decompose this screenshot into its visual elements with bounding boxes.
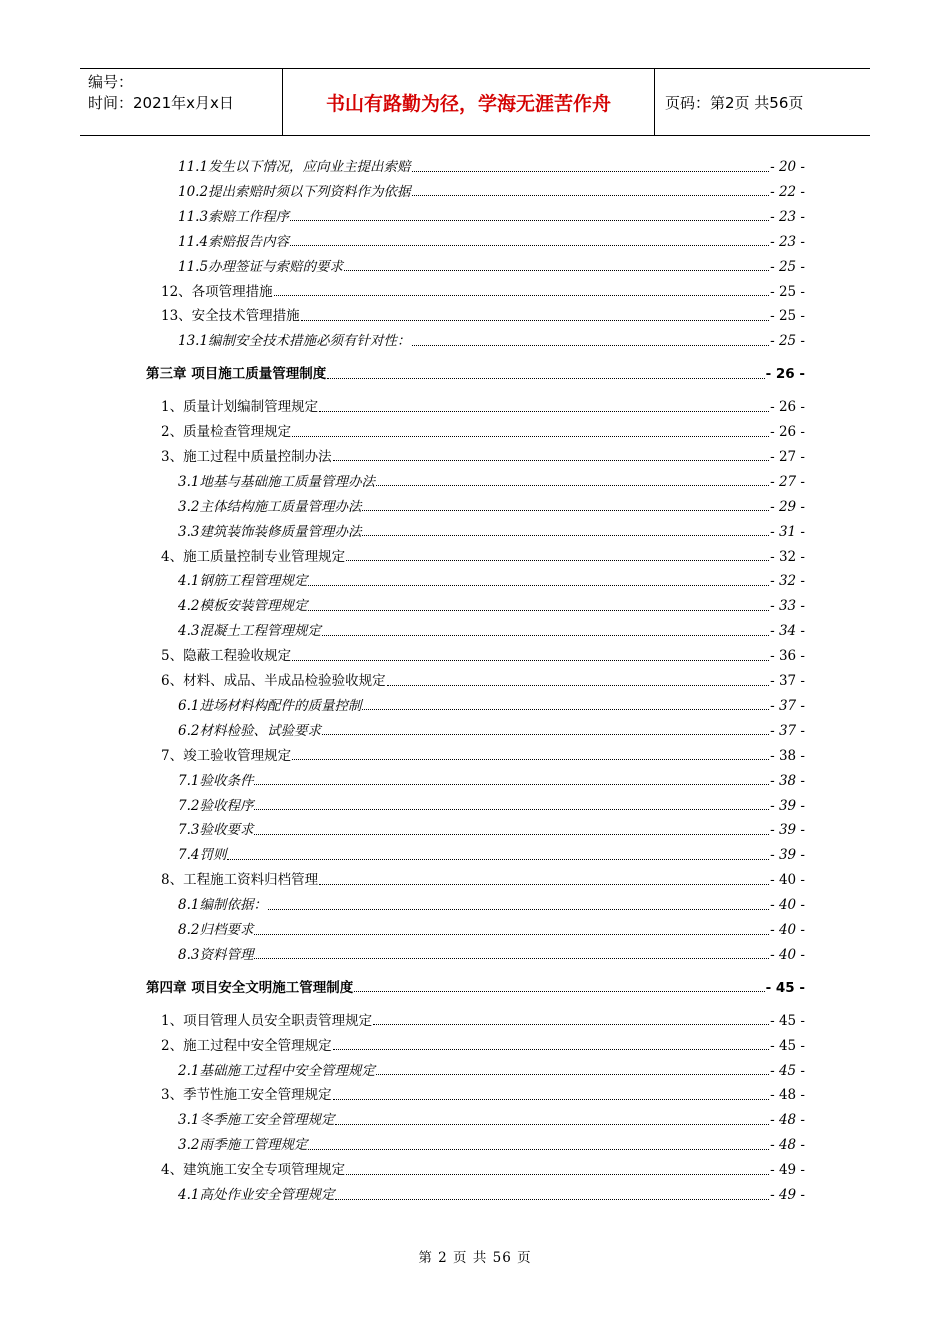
- toc-dot-leader: [290, 220, 769, 221]
- toc-dot-leader: [412, 171, 770, 172]
- toc-entry-page: - 32 -: [770, 573, 805, 590]
- toc-entry[interactable]: [178, 770, 805, 792]
- toc-entry-page: - 45 -: [770, 1062, 805, 1079]
- toc-entry-title: 2.1基础施工过程中安全管理规定: [178, 1062, 375, 1079]
- toc-entry[interactable]: [178, 894, 805, 916]
- toc-entry-page: - 23 -: [770, 233, 805, 250]
- toc-entry-page: - 20 -: [770, 159, 805, 175]
- toc-entry-title: 4.1钢筋工程管理规定: [178, 573, 308, 590]
- toc-entry-page: - 48 -: [770, 1087, 805, 1104]
- toc-entry[interactable]: [178, 1060, 805, 1082]
- document-time-label: 时间：2021年x月x日: [88, 94, 234, 112]
- toc-dot-leader: [346, 560, 769, 561]
- toc-entry-page: - 23 -: [770, 208, 805, 225]
- toc-dot-leader: [268, 909, 769, 910]
- toc-entry[interactable]: [178, 720, 805, 742]
- toc-entry[interactable]: [178, 256, 805, 278]
- toc-dot-leader: [333, 1099, 770, 1100]
- toc-entry[interactable]: [178, 819, 805, 841]
- toc-entry-page: - 49 -: [770, 1162, 805, 1179]
- toc-chapter-entry[interactable]: [146, 977, 805, 999]
- toc-dot-leader: [376, 485, 769, 486]
- toc-entry-title: 第四章 项目安全文明施工管理制度: [146, 979, 354, 996]
- toc-dot-leader: [308, 1149, 769, 1150]
- toc-dot-leader: [254, 958, 769, 959]
- toc-entry-page: - 37 -: [770, 722, 805, 739]
- toc-dot-leader: [376, 1074, 769, 1075]
- toc-entry-page: - 45 -: [770, 1037, 805, 1054]
- toc-entry-title: 6、材料、成品、半成品检验验收规定: [161, 673, 386, 689]
- toc-dot-leader: [254, 834, 769, 835]
- toc-dot-leader: [292, 759, 769, 760]
- toc-entry-page: - 26 -: [765, 366, 805, 383]
- toc-entry[interactable]: [178, 1184, 805, 1206]
- toc-dot-leader: [362, 535, 769, 536]
- toc-entry[interactable]: [178, 181, 805, 203]
- toc-entry-title: 6.1进场材料构配件的质量控制: [178, 697, 362, 714]
- page-header: [80, 68, 870, 136]
- toc-dot-leader: [227, 859, 769, 860]
- toc-entry[interactable]: [178, 919, 805, 941]
- toc-entry-title: 4.1高处作业安全管理规定: [178, 1187, 335, 1203]
- toc-entry-title: 11.5办理签证与索赔的要求: [178, 258, 344, 275]
- toc-entry-title: 8、工程施工资料归档管理: [161, 872, 319, 889]
- toc-entry-title: 7.2验收程序: [178, 797, 254, 814]
- toc-entry-page: - 39 -: [770, 822, 805, 839]
- toc-entry-title: 1、质量计划编制管理规定: [161, 399, 319, 416]
- toc-entry[interactable]: [178, 330, 805, 352]
- toc-entry-title: 8.3资料管理: [178, 946, 254, 963]
- toc-entry-title: 第三章 项目施工质量管理制度: [146, 366, 327, 383]
- toc-entry-title: 3.1地基与基础施工质量管理办法: [178, 473, 375, 490]
- toc-dot-leader: [290, 245, 769, 246]
- toc-entry[interactable]: [178, 570, 805, 592]
- toc-entry[interactable]: [161, 869, 805, 891]
- toc-entry[interactable]: [161, 1035, 805, 1057]
- toc-entry[interactable]: [178, 496, 805, 518]
- toc-dot-leader: [292, 660, 769, 661]
- header-meta: [80, 69, 283, 135]
- toc-entry-page: - 26 -: [770, 399, 805, 416]
- toc-entry-title: 13.1编制安全技术措施必须有针对性：: [178, 333, 411, 350]
- toc-entry-title: 4、建筑施工安全专项管理规定: [161, 1162, 346, 1179]
- header-page-label: 页码：第2页 共56页: [665, 93, 804, 112]
- toc-entry-title: 7.4罚则: [178, 847, 227, 864]
- toc-dot-leader: [308, 610, 769, 611]
- toc-dot-leader: [319, 411, 769, 412]
- toc-entry-page: - 22 -: [770, 183, 805, 200]
- toc-entry-page: - 40 -: [770, 922, 805, 938]
- toc-entry-title: 8.2归档要求: [178, 922, 254, 938]
- toc-entry-title: 13、安全技术管理措施: [161, 308, 300, 325]
- toc-entry-title: 6.2材料检验、试验要求: [178, 722, 321, 739]
- toc-entry[interactable]: [161, 1010, 805, 1032]
- toc-entry-title: 3.2主体结构施工质量管理办法: [178, 498, 362, 515]
- toc-entry-title: 7.3验收要求: [178, 822, 254, 839]
- toc-entry[interactable]: [161, 305, 805, 327]
- toc-entry-page: - 39 -: [770, 797, 805, 814]
- toc-entry-page: - 25 -: [770, 333, 805, 350]
- toc-entry[interactable]: [161, 421, 805, 443]
- toc-entry[interactable]: [178, 695, 805, 717]
- toc-entry-title: 2、施工过程中安全管理规定: [161, 1037, 332, 1054]
- toc-entry[interactable]: [161, 1084, 805, 1106]
- toc-dot-leader: [254, 784, 769, 785]
- toc-entry-title: 4、施工质量控制专业管理规定: [161, 548, 346, 565]
- toc-dot-leader: [362, 510, 769, 511]
- toc-entry[interactable]: [178, 795, 805, 817]
- header-motto: 书山有路勤为径，学海无涯苦作舟: [283, 69, 655, 135]
- toc-entry-page: - 45 -: [765, 979, 805, 996]
- toc-entry-page: - 37 -: [770, 673, 805, 689]
- toc-entry-page: - 36 -: [770, 648, 805, 665]
- toc-dot-leader: [333, 1049, 770, 1050]
- toc-entry[interactable]: [178, 156, 805, 178]
- toc-entry[interactable]: [178, 595, 805, 617]
- toc-dot-leader: [319, 884, 769, 885]
- toc-dot-leader: [333, 460, 770, 461]
- toc-entry[interactable]: [178, 231, 805, 253]
- document-number-label: 编号：: [88, 73, 134, 91]
- toc-entry-page: - 26 -: [770, 424, 805, 440]
- toc-dot-leader: [322, 734, 769, 735]
- toc-entry[interactable]: [178, 1134, 805, 1156]
- toc-entry-page: - 39 -: [770, 847, 805, 864]
- toc-entry[interactable]: [161, 745, 805, 767]
- toc-dot-leader: [308, 585, 769, 586]
- toc-entry-title: 3、季节性施工安全管理规定: [161, 1087, 332, 1104]
- toc-entry[interactable]: [178, 620, 805, 642]
- toc-dot-leader: [354, 991, 764, 992]
- toc-entry-title: 4.3混凝土工程管理规定: [178, 623, 321, 640]
- toc-entry[interactable]: [178, 1109, 805, 1131]
- toc-dot-leader: [346, 1174, 769, 1175]
- toc-entry[interactable]: [178, 844, 805, 866]
- toc-entry-title: 8.1编制依据：: [178, 897, 267, 914]
- toc-entry-title: 3.2雨季施工管理规定: [178, 1137, 308, 1154]
- toc-entry-page: - 40 -: [770, 897, 805, 914]
- toc-dot-leader: [292, 436, 769, 437]
- toc-entry-page: - 31 -: [770, 523, 805, 540]
- toc-entry[interactable]: [161, 396, 805, 418]
- toc-entry-page: - 37 -: [770, 697, 805, 714]
- toc-entry[interactable]: [161, 1159, 805, 1181]
- toc-dot-leader: [373, 1024, 769, 1025]
- toc-dot-leader: [254, 934, 769, 935]
- toc-entry-page: - 27 -: [770, 473, 805, 490]
- toc-entry[interactable]: [161, 446, 805, 468]
- toc-entry-title: 7.1验收条件: [178, 772, 254, 789]
- toc-entry[interactable]: [161, 645, 805, 667]
- toc-dot-leader: [322, 635, 769, 636]
- toc-dot-leader: [412, 195, 770, 196]
- toc-entry[interactable]: [178, 521, 805, 543]
- toc-chapter-entry[interactable]: [146, 363, 805, 385]
- toc-entry-page: - 33 -: [770, 598, 805, 615]
- toc-entry-title: 3.1冬季施工安全管理规定: [178, 1112, 335, 1129]
- toc-entry[interactable]: [178, 471, 805, 493]
- toc-entry-page: - 25 -: [770, 308, 805, 325]
- toc-entry-title: 1、项目管理人员安全职责管理规定: [161, 1012, 373, 1029]
- toc-entry[interactable]: [178, 944, 805, 966]
- toc-entry-page: - 38 -: [770, 772, 805, 789]
- toc-entry-title: 11.3索赔工作程序: [178, 208, 290, 225]
- toc-entry-page: - 32 -: [770, 548, 805, 565]
- toc-dot-leader: [412, 345, 770, 346]
- page-footer: 第 2 页 共 56 页: [418, 1250, 532, 1266]
- toc-entry-page: - 38 -: [770, 747, 805, 764]
- toc-entry[interactable]: [161, 546, 805, 568]
- toc-entry-page: - 49 -: [770, 1187, 805, 1203]
- toc-entry-page: - 48 -: [770, 1137, 805, 1154]
- toc-entry-page: - 25 -: [770, 258, 805, 275]
- toc-entry-page: - 29 -: [770, 498, 805, 515]
- toc-dot-leader: [327, 378, 764, 379]
- toc-dot-leader: [301, 320, 769, 321]
- toc-entry-title: 2、质量检查管理规定: [161, 424, 292, 440]
- toc-entry-page: - 40 -: [770, 946, 805, 963]
- toc-entry-title: 7、竣工验收管理规定: [161, 747, 292, 764]
- toc-entry-title: 10.2提出索赔时须以下列资料作为依据: [178, 183, 411, 200]
- toc-entry-page: - 34 -: [770, 623, 805, 640]
- toc-dot-leader: [344, 270, 769, 271]
- toc-entry-page: - 25 -: [770, 283, 805, 300]
- toc-entry[interactable]: [178, 206, 805, 228]
- toc-dot-leader: [254, 809, 769, 810]
- toc-dot-leader: [274, 295, 769, 296]
- toc-entry-title: 12、各项管理措施: [161, 283, 273, 300]
- toc-entry-title: 11.1发生以下情况，应向业主提出索赔: [178, 159, 411, 175]
- toc-entry-page: - 27 -: [770, 448, 805, 465]
- toc-entry-title: 3.3建筑装饰装修质量管理办法: [178, 523, 362, 540]
- toc-dot-leader: [335, 1124, 769, 1125]
- toc-entry-title: 11.4索赔报告内容: [178, 233, 290, 250]
- toc-entry-title: 3、施工过程中质量控制办法: [161, 448, 332, 465]
- toc-entry-title: 4.2模板安装管理规定: [178, 598, 308, 615]
- toc-entry-page: - 48 -: [770, 1112, 805, 1129]
- toc-dot-leader: [335, 1199, 769, 1200]
- toc-entry-page: - 40 -: [770, 872, 805, 889]
- toc-dot-leader: [362, 709, 769, 710]
- toc-dot-leader: [387, 685, 770, 686]
- toc-entry-page: - 45 -: [770, 1012, 805, 1029]
- toc-entry-title: 5、隐蔽工程验收规定: [161, 648, 292, 665]
- toc-entry[interactable]: [161, 281, 805, 303]
- toc-entry[interactable]: [161, 670, 805, 692]
